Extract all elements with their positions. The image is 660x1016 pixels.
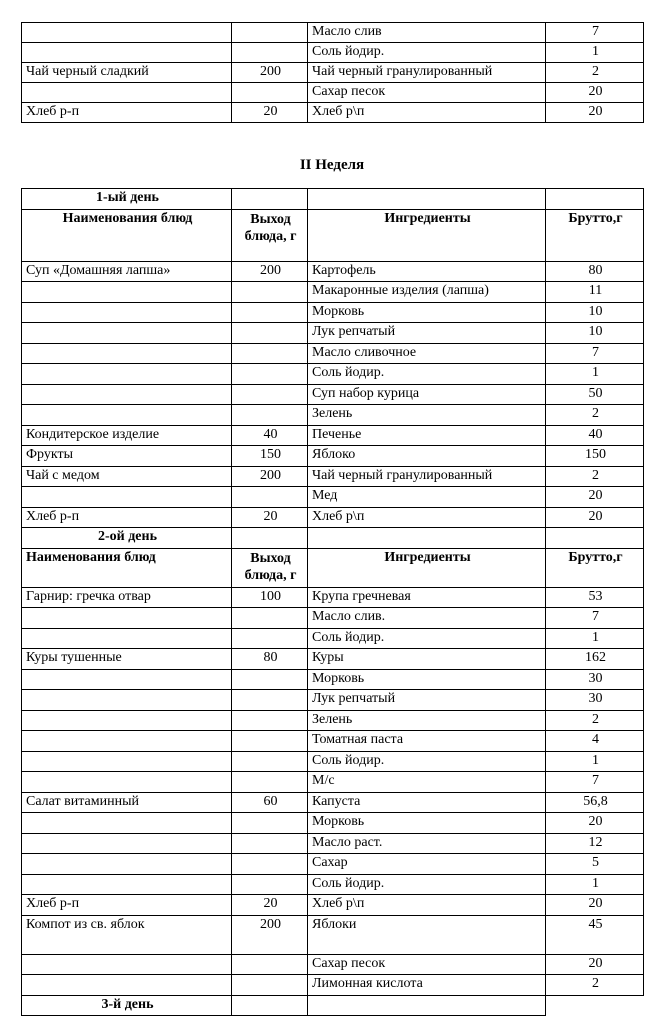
output-cell — [232, 731, 308, 752]
ingredient-cell: Яблоки — [308, 915, 546, 954]
table-row — [22, 487, 644, 508]
table-row — [22, 833, 644, 854]
brutto-cell: 5 — [546, 854, 644, 875]
brutto-cell: 1 — [546, 751, 644, 772]
column-header-row — [22, 209, 644, 261]
table-row — [22, 103, 644, 123]
output-cell — [232, 690, 308, 711]
output-cell — [232, 669, 308, 690]
dish-cell — [22, 608, 232, 629]
brutto-cell: 20 — [546, 507, 644, 528]
dish-cell: Фрукты — [22, 446, 232, 467]
ingredient-cell: Зелень — [308, 710, 546, 731]
output-cell — [232, 995, 308, 1016]
brutto-cell: 150 — [546, 446, 644, 467]
dish-cell — [22, 282, 232, 303]
table-row — [22, 895, 644, 916]
output-cell — [232, 710, 308, 731]
brutto-cell: 50 — [546, 384, 644, 405]
ingredient-cell: Масло сливочное — [308, 343, 546, 364]
table-row — [22, 954, 644, 975]
table-row — [22, 813, 644, 834]
ingredient-cell: Хлеб р\п — [308, 507, 546, 528]
table-row — [22, 669, 644, 690]
output-cell — [232, 833, 308, 854]
dish-cell — [22, 813, 232, 834]
brutto-cell: 20 — [546, 103, 644, 123]
brutto-cell: 30 — [546, 690, 644, 711]
day-label-row — [22, 995, 644, 1016]
table-row — [22, 384, 644, 405]
brutto-cell: 80 — [546, 261, 644, 282]
ingredient-cell: Лук репчатый — [308, 323, 546, 344]
dish-cell — [22, 83, 232, 103]
output-cell — [232, 528, 308, 549]
brutto-cell: 20 — [546, 487, 644, 508]
brutto-cell: 53 — [546, 587, 644, 608]
output-cell: 200 — [232, 466, 308, 487]
output-header-cell: Выход блюда, г — [232, 209, 308, 261]
dish-cell — [22, 731, 232, 752]
ingredient-cell: Соль йодир. — [308, 874, 546, 895]
dish-cell: Хлеб р-п — [22, 507, 232, 528]
table-row — [22, 23, 644, 43]
brutto-header-cell: Брутто,г — [546, 209, 644, 261]
output-cell — [232, 405, 308, 426]
ingredient-cell: Печенье — [308, 425, 546, 446]
ingredient-cell: Соль йодир. — [308, 364, 546, 385]
brutto-cell: 1 — [546, 364, 644, 385]
table-row — [22, 282, 644, 303]
dish-cell: Чай с медом — [22, 466, 232, 487]
ingredient-cell: Соль йодир. — [308, 628, 546, 649]
day-label-row — [22, 189, 644, 210]
continuation-table-body — [22, 23, 644, 123]
dish-cell — [22, 628, 232, 649]
output-cell: 20 — [232, 895, 308, 916]
table-row — [22, 261, 644, 282]
day-label-cell: 1-ый день — [22, 189, 232, 210]
brutto-cell: 2 — [546, 63, 644, 83]
dish-cell — [22, 710, 232, 731]
dish-cell — [22, 669, 232, 690]
output-cell — [232, 772, 308, 793]
ingredient-cell: Масло слив — [308, 23, 546, 43]
ingredient-cell: Крупа гречневая — [308, 587, 546, 608]
ingredient-cell: Морковь — [308, 302, 546, 323]
ingredient-cell: Морковь — [308, 813, 546, 834]
brutto-cell: 20 — [546, 895, 644, 916]
week2-table-body — [22, 189, 644, 1016]
output-cell: 40 — [232, 425, 308, 446]
dish-cell: Суп «Домашняя лапша» — [22, 261, 232, 282]
table-row — [22, 772, 644, 793]
dish-cell: Куры тушенные — [22, 649, 232, 670]
brutto-cell: 2 — [546, 405, 644, 426]
table-row — [22, 405, 644, 426]
dish-cell: Компот из св. яблок — [22, 915, 232, 954]
dish-cell: Гарнир: гречка отвар — [22, 587, 232, 608]
dish-cell — [22, 954, 232, 975]
ingredient-cell: Масло раст. — [308, 833, 546, 854]
brutto-cell: 7 — [546, 608, 644, 629]
output-cell — [232, 384, 308, 405]
output-cell — [232, 751, 308, 772]
output-cell: 80 — [232, 649, 308, 670]
ingredient-cell: Хлеб р\п — [308, 103, 546, 123]
day-label-row — [22, 528, 644, 549]
dish-cell — [22, 302, 232, 323]
output-cell — [232, 343, 308, 364]
table-row — [22, 690, 644, 711]
output-cell: 150 — [232, 446, 308, 467]
output-cell — [232, 302, 308, 323]
table-row — [22, 425, 644, 446]
output-cell: 20 — [232, 507, 308, 528]
output-cell — [232, 854, 308, 875]
ingredient-cell: Макаронные изделия (лапша) — [308, 282, 546, 303]
dish-header-cell: Наименования блюд — [22, 548, 232, 587]
ingredient-cell: Сахар песок — [308, 954, 546, 975]
dish-cell — [22, 975, 232, 996]
output-cell — [232, 628, 308, 649]
ingredient-cell: Капуста — [308, 792, 546, 813]
dish-cell — [22, 323, 232, 344]
output-cell — [232, 43, 308, 63]
brutto-cell: 45 — [546, 915, 644, 954]
output-cell — [232, 975, 308, 996]
ingredient-cell: Лимонная кислота — [308, 975, 546, 996]
output-cell — [232, 364, 308, 385]
ingredient-cell: Морковь — [308, 669, 546, 690]
menu-table-continuation — [21, 22, 644, 123]
dish-cell — [22, 43, 232, 63]
output-cell — [232, 487, 308, 508]
table-row — [22, 587, 644, 608]
output-cell: 200 — [232, 63, 308, 83]
output-cell: 100 — [232, 587, 308, 608]
brutto-cell: 10 — [546, 302, 644, 323]
brutto-cell: 20 — [546, 813, 644, 834]
ingredient-cell: Соль йодир. — [308, 43, 546, 63]
day-label-cell: 2-ой день — [22, 528, 232, 549]
output-header-cell: Выход блюда, г — [232, 548, 308, 587]
table-row — [22, 874, 644, 895]
week2-menu-table — [21, 188, 644, 1016]
table-row — [22, 915, 644, 954]
table-row — [22, 63, 644, 83]
output-cell — [232, 83, 308, 103]
dish-cell: Кондитерское изделие — [22, 425, 232, 446]
brutto-cell: 7 — [546, 772, 644, 793]
dish-cell — [22, 751, 232, 772]
ingredient-cell: Хлеб р\п — [308, 895, 546, 916]
output-cell — [232, 23, 308, 43]
dish-cell — [22, 23, 232, 43]
ingredient-cell: Сахар песок — [308, 83, 546, 103]
top-margin — [0, 0, 660, 22]
dish-cell — [22, 874, 232, 895]
brutto-cell: 7 — [546, 343, 644, 364]
ingredient-cell: Сахар — [308, 854, 546, 875]
ingredient-cell: Соль йодир. — [308, 751, 546, 772]
brutto-cell: 4 — [546, 731, 644, 752]
ingredient-cell: Картофель — [308, 261, 546, 282]
ingredient-cell: Чай черный гранулированный — [308, 63, 546, 83]
brutto-cell: 20 — [546, 83, 644, 103]
output-cell: 60 — [232, 792, 308, 813]
dish-cell: Хлеб р-п — [22, 103, 232, 123]
ingredient-cell: Лук репчатый — [308, 690, 546, 711]
table-row — [22, 975, 644, 996]
ingredients-header-cell: Ингредиенты — [308, 548, 546, 587]
table-row — [22, 343, 644, 364]
ingredient-cell: Яблоко — [308, 446, 546, 467]
brutto-cell: 1 — [546, 43, 644, 63]
table-row — [22, 466, 644, 487]
dish-cell — [22, 772, 232, 793]
ingredient-cell — [308, 528, 546, 549]
brutto-cell: 20 — [546, 954, 644, 975]
table-row — [22, 83, 644, 103]
output-cell — [232, 954, 308, 975]
table-row — [22, 43, 644, 63]
ingredient-cell: Масло слив. — [308, 608, 546, 629]
brutto-cell — [546, 528, 644, 549]
dish-cell: Хлеб р-п — [22, 895, 232, 916]
ingredient-cell — [308, 189, 546, 210]
table-row — [22, 628, 644, 649]
output-cell: 200 — [232, 915, 308, 954]
ingredient-cell: Мед — [308, 487, 546, 508]
table-row — [22, 751, 644, 772]
table-row — [22, 649, 644, 670]
brutto-cell: 12 — [546, 833, 644, 854]
column-header-row — [22, 548, 644, 587]
dish-cell — [22, 690, 232, 711]
dish-header-cell: Наименования блюд — [22, 209, 232, 261]
output-cell: 200 — [232, 261, 308, 282]
brutto-header-cell: Брутто,г — [546, 548, 644, 587]
ingredient-cell: Суп набор курица — [308, 384, 546, 405]
output-cell — [232, 282, 308, 303]
table-row — [22, 608, 644, 629]
table-row — [22, 854, 644, 875]
output-cell — [232, 189, 308, 210]
ingredient-cell: Чай черный гранулированный — [308, 466, 546, 487]
heading-gap — [0, 174, 660, 188]
dish-cell — [22, 405, 232, 426]
table-row — [22, 507, 644, 528]
output-cell — [232, 874, 308, 895]
dish-cell — [22, 343, 232, 364]
brutto-cell: 56,8 — [546, 792, 644, 813]
dish-cell — [22, 384, 232, 405]
dish-cell — [22, 854, 232, 875]
ingredients-header-cell: Ингредиенты — [308, 209, 546, 261]
table-row — [22, 364, 644, 385]
ingredient-cell: Куры — [308, 649, 546, 670]
brutto-cell: 11 — [546, 282, 644, 303]
brutto-cell: 2 — [546, 466, 644, 487]
week2-heading: II Неделя — [299, 157, 365, 173]
ingredient-cell: Томатная паста — [308, 731, 546, 752]
dish-cell — [22, 833, 232, 854]
brutto-cell: 7 — [546, 23, 644, 43]
table-row — [22, 792, 644, 813]
brutto-cell: 40 — [546, 425, 644, 446]
output-cell: 20 — [232, 103, 308, 123]
brutto-cell: 1 — [546, 874, 644, 895]
ingredient-cell: М/с — [308, 772, 546, 793]
table-row — [22, 323, 644, 344]
table-row — [22, 446, 644, 467]
dish-cell: Чай черный сладкий — [22, 63, 232, 83]
brutto-cell: 162 — [546, 649, 644, 670]
table-row — [22, 302, 644, 323]
brutto-cell: 30 — [546, 669, 644, 690]
day-label-cell: 3-й день — [22, 995, 232, 1016]
dish-cell — [22, 364, 232, 385]
output-cell — [232, 813, 308, 834]
ingredient-cell — [308, 995, 546, 1016]
output-cell — [232, 608, 308, 629]
ingredient-cell: Зелень — [308, 405, 546, 426]
brutto-cell: 2 — [546, 975, 644, 996]
output-cell — [232, 323, 308, 344]
brutto-cell — [546, 189, 644, 210]
dish-cell — [22, 487, 232, 508]
dish-cell: Салат витаминный — [22, 792, 232, 813]
brutto-cell: 1 — [546, 628, 644, 649]
table-row — [22, 710, 644, 731]
table-row — [22, 731, 644, 752]
brutto-cell: 10 — [546, 323, 644, 344]
brutto-cell: 2 — [546, 710, 644, 731]
